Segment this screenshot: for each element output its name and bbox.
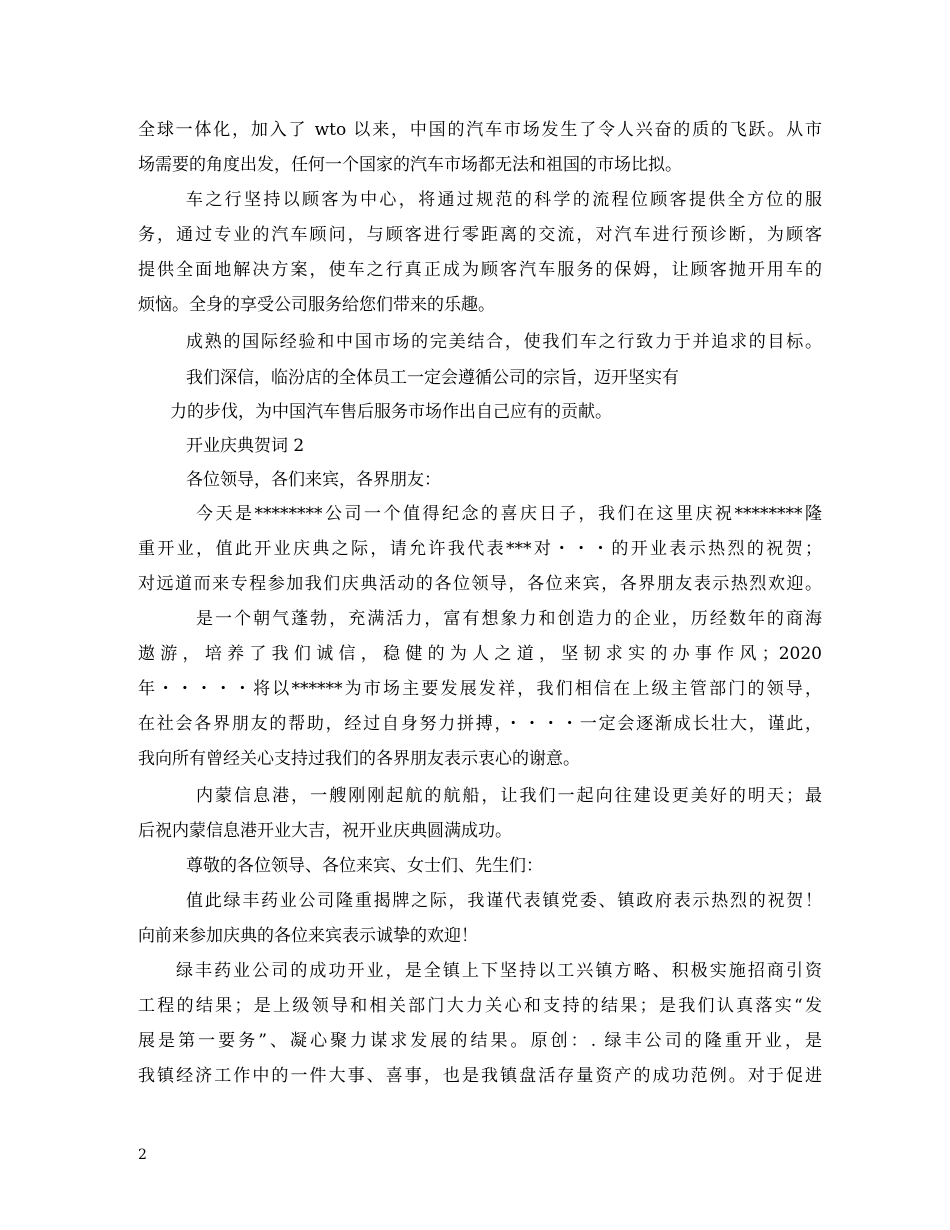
text-line-3: 车之行坚持以顾客为中心，将通过规范的科学的流程位顾客提供全方位的服 bbox=[186, 190, 822, 210]
text-line-27: 展是第一要务”、凝心聚力谋求发展的结果。原创：. 绿丰公司的隆重开业，是 bbox=[138, 1031, 822, 1051]
text-line-13: 重开业，值此开业庆典之际，请允许我代表***对・・・的开业表示热烈的祝贺； bbox=[138, 539, 822, 559]
text-line-4: 务，通过专业的汽车顾问，与顾客进行零距离的交流，对汽车进行预诊断，为顾客 bbox=[138, 225, 822, 245]
text-line-20: 内蒙信息港，一艘刚刚起航的航船，让我们一起向往建设更美好的明天；最 bbox=[196, 786, 822, 806]
text-line-28: 我镇经济工作中的一件大事、喜事，也是我镇盘活存量资产的成功范例。对于促进 bbox=[138, 1066, 822, 1086]
text-line-6: 烦恼。全身的享受公司服务给您们带来的乐趣。 bbox=[138, 295, 495, 315]
page-number: 2 bbox=[138, 1147, 147, 1163]
text-line-2: 场需要的角度出发，任何一个国家的汽车市场都无法和祖国的市场比拟。 bbox=[138, 155, 682, 175]
text-line-22: 尊敬的各位领导、各位来宾、女士们、先生们： bbox=[186, 856, 543, 876]
text-line-26: 工程的结果；是上级领导和相关部门大力关心和支持的结果；是我们认真落实“发 bbox=[138, 996, 822, 1016]
text-line-14: 对远道而来专程参加我们庆典活动的各位领导，各位来宾，各界朋友表示热烈欢迎。 bbox=[138, 574, 822, 594]
text-line-18: 在社会各界朋友的帮助，经过自身努力拼搏，・・・・一定会逐渐成长壮大，谨此， bbox=[138, 714, 822, 734]
text-line-17: 年・・・・・将以******为市场主要发展发祥，我们相信在上级主管部门的领导， bbox=[138, 679, 822, 699]
text-line-25: 绿丰药业公司的成功开业，是全镇上下坚持以工兴镇方略、积极实施招商引资 bbox=[176, 961, 822, 981]
text-line-23: 值此绿丰药业公司隆重揭牌之际，我谨代表镇党委、镇政府表示热烈的祝贺！ bbox=[186, 891, 822, 911]
text-line-11: 各位领导，各们来宾，各界朋友： bbox=[186, 470, 441, 490]
section-heading: 开业庆典贺词 2 bbox=[186, 436, 305, 456]
text-line-1: 全球一体化，加入了 wto 以来，中国的汽车市场发生了令人兴奋的质的飞跃。从市 bbox=[138, 120, 822, 140]
text-line-16: 遨游，培养了我们诚信，稳健的为人之道，坚韧求实的办事作风；2020 bbox=[138, 644, 822, 664]
text-line-24: 向前来参加庆典的各位来宾表示诚挚的欢迎！ bbox=[138, 926, 478, 946]
text-line-21: 后祝内蒙信息港开业大吉，祝开业庆典圆满成功。 bbox=[138, 821, 512, 841]
text-line-8: 我们深信，临汾店的全体员工一定会遵循公司的宗旨，迈开坚实有 bbox=[186, 368, 679, 388]
text-line-7: 成熟的国际经验和中国市场的完美结合，使我们车之行致力于并追求的目标。 bbox=[186, 332, 822, 352]
text-line-15: 是一个朝气蓬勃，充满活力，富有想象力和创造力的企业，历经数年的商海 bbox=[196, 609, 822, 629]
text-line-19: 我向所有曾经关心支持过我们的各界朋友表示衷心的谢意。 bbox=[138, 749, 580, 769]
text-line-5: 提供全面地解决方案，使车之行真正成为顾客汽车服务的保姆，让顾客抛开用车的 bbox=[138, 260, 822, 280]
text-line-9: 力的步伐，为中国汽车售后服务市场作出自己应有的贡献。 bbox=[170, 402, 612, 422]
text-line-12: 今天是********公司一个值得纪念的喜庆日子，我们在这里庆祝********隆 bbox=[196, 504, 822, 524]
